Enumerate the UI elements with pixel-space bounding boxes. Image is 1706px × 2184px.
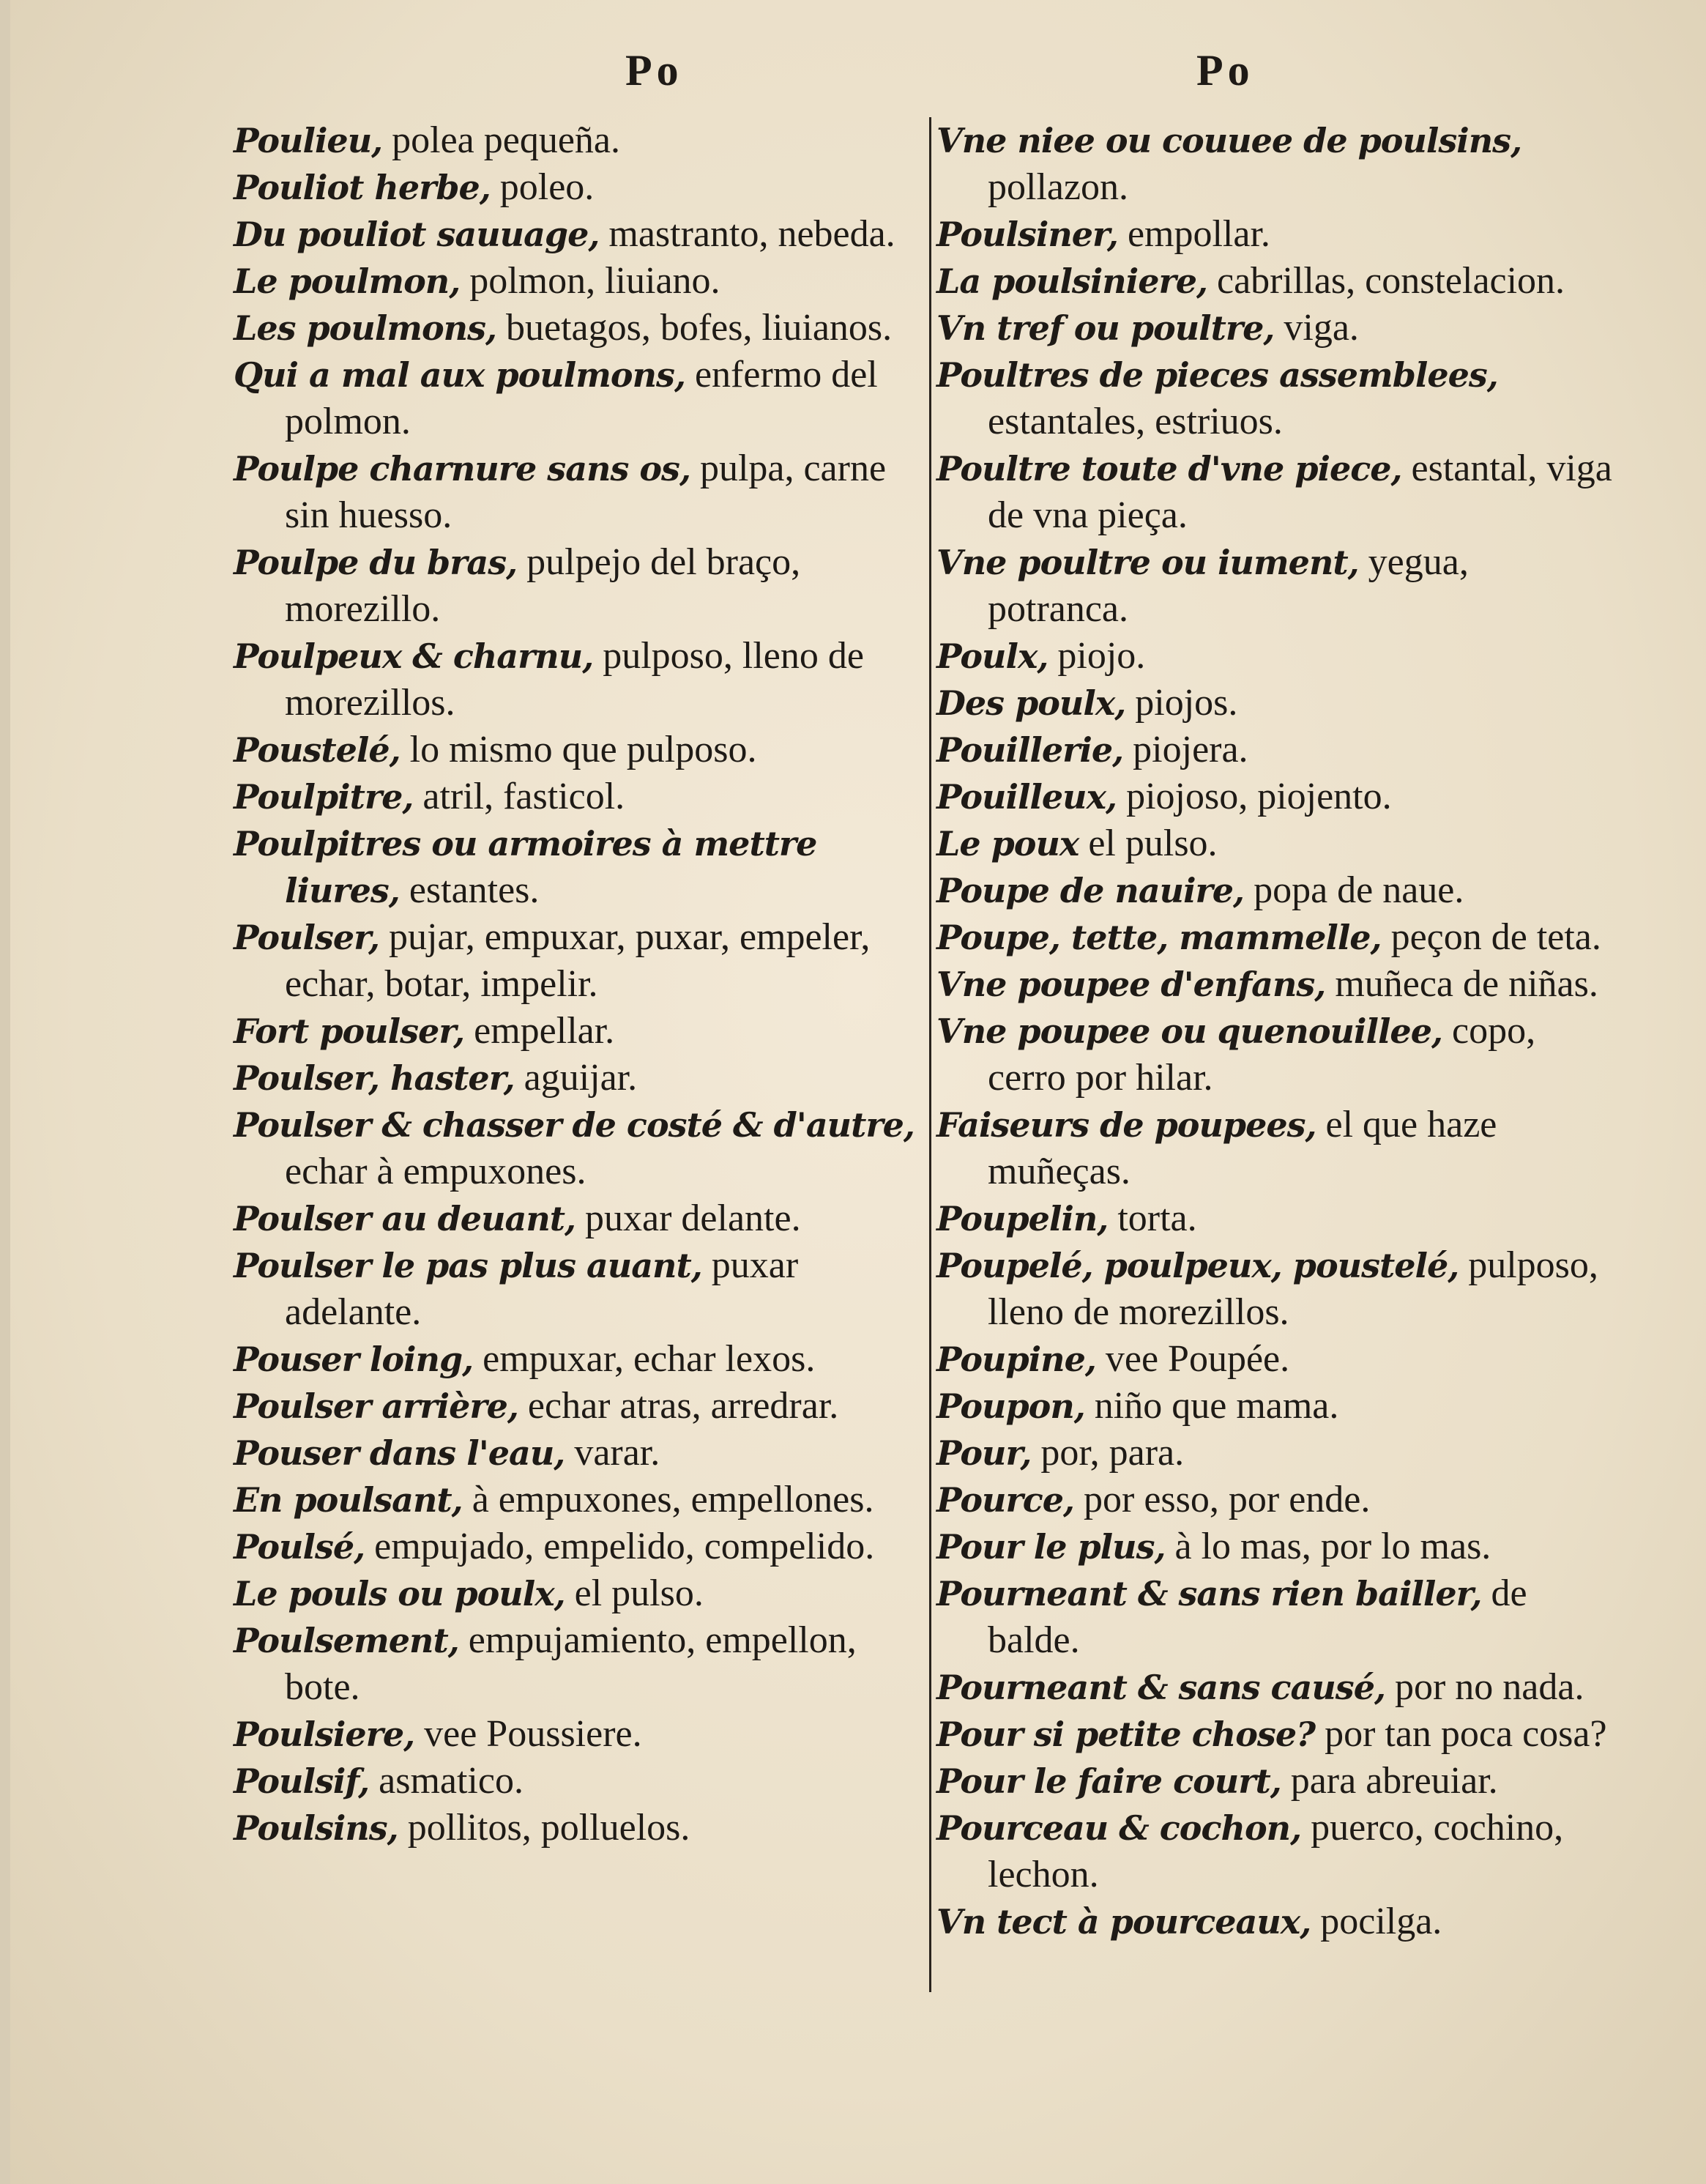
dictionary-entry [936,1336,1617,1383]
french-headword: Le pouls ou poulx, [234,1574,565,1613]
french-headword: Poupe de nauire, [936,871,1245,910]
dictionary-entry [234,305,915,352]
spanish-translation: piojo. [1048,635,1146,677]
french-headword: Poulsiere, [234,1715,415,1754]
french-headword: Pouilleux, [936,777,1117,817]
french-headword: Fort poulser, [234,1011,465,1051]
spanish-translation: vee Poupée. [1095,1338,1290,1380]
spanish-translation: piojera. [1123,729,1248,770]
dictionary-entry [936,773,1617,820]
dictionary-entry [234,1242,915,1336]
french-headword: Pourneant & sans rien bailler, [936,1574,1482,1613]
french-headword: Du pouliot sauuage, [234,215,600,254]
french-headword: Poulsement, [234,1621,459,1660]
french-headword: Poulser, [234,918,380,957]
french-headword: Pouser dans l'eau, [234,1433,565,1473]
french-headword: Poupelin, [936,1199,1109,1238]
french-headword: Poustelé, [234,730,401,770]
spanish-translation: polea pequeña. [382,119,621,161]
french-headword: Vne poupee ou quenouillee, [936,1011,1442,1051]
spanish-translation: de balde. [988,1572,1527,1661]
french-headword: Poupon, [936,1386,1085,1426]
spanish-translation: por, para. [1031,1432,1185,1474]
french-headword: Poupe, tette, mammelle, [936,918,1382,957]
french-headword: Pourceau & cochon, [936,1808,1302,1848]
dictionary-entry [234,164,915,211]
spanish-translation: pujar, empuxar, puxar, empeler, echar, botar, impelir. [285,916,871,1005]
spanish-translation: pulpejo del braço, morezillo. [285,541,801,630]
french-headword: Poulpe du bras, [234,543,518,582]
spanish-translation: pulposo, lleno de morezillos. [285,635,864,724]
dictionary-entry [936,1242,1617,1336]
french-headword: Poulser & chasser de costé & d'autre, [234,1105,915,1145]
dictionary-entry [936,305,1617,352]
french-headword: Poulser au deuant, [234,1199,576,1238]
dictionary-entry [936,820,1617,867]
spanish-translation: muñeca de niñas. [1325,963,1598,1005]
dictionary-entry [234,352,915,445]
french-headword: Poulser arrière, [234,1386,518,1426]
dictionary-entry [936,1008,1617,1102]
french-headword: Poulpitres ou armoires à mettre liures, [234,824,817,910]
dictionary-entry [234,1430,915,1477]
spanish-translation: à lo mas, por lo mas. [1165,1526,1491,1567]
dictionary-entry [234,1008,915,1055]
spanish-translation: empollar. [1117,213,1270,255]
spanish-translation: polmon, liuiano. [460,260,720,302]
spanish-translation: pulposo, lleno de morezillos. [988,1244,1598,1333]
french-headword: La poulsiniere, [936,261,1208,301]
dictionary-entry [936,1195,1617,1242]
french-headword: Pour si petite chose? [936,1715,1316,1754]
french-headword: Pouser loing, [234,1340,474,1379]
french-headword: Poulser le pas plus auant, [234,1246,702,1285]
dictionary-entry [234,211,915,258]
dictionary-entry [234,1336,915,1383]
french-headword: Vne niee ou couuee de poulsins, [936,121,1522,160]
dictionary-entry [936,1805,1617,1898]
dictionary-entry [234,727,915,773]
spanish-translation: cabrillas, constelacion. [1207,260,1565,302]
dictionary-entry [234,633,915,727]
spanish-translation: pollitos, polluelos. [398,1807,690,1849]
dictionary-entry [936,633,1617,680]
spanish-translation: el pulso. [565,1572,704,1614]
right-column [936,117,1617,1945]
french-headword: Poupine, [936,1340,1096,1379]
dictionary-entry [234,1523,915,1570]
french-headword: Poultre toute d'vne piece, [936,449,1402,489]
dictionary-entry [936,727,1617,773]
spanish-translation: echar atras, arredrar. [518,1385,839,1427]
french-headword: Pour le plus, [936,1527,1166,1567]
french-headword: Poultres de pieces assemblees, [936,355,1498,395]
spanish-translation: pulpa, carne sin huesso. [285,447,887,536]
dictionary-entry [936,961,1617,1008]
spanish-translation: peçon de teta. [1381,916,1601,958]
dictionary-entry [936,211,1617,258]
spanish-translation: puerco, cochino, lechon. [988,1807,1564,1895]
spanish-translation: estantales, estriuos. [988,401,1283,442]
spanish-translation: vee Poussiere. [414,1713,642,1755]
spanish-translation: popa de naue. [1244,869,1464,911]
spanish-translation: por tan poca cosa? [1315,1713,1607,1755]
dictionary-entry [234,1805,915,1851]
spanish-translation: piojos. [1125,682,1238,724]
french-headword: Poulsiner, [936,215,1118,254]
french-headword: En poulsant, [234,1480,463,1520]
french-headword: Poulpe charnure sans os, [234,449,690,489]
french-headword: Poulsins, [234,1808,398,1848]
french-headword: Poulieu, [234,121,383,160]
spanish-translation: enfermo del polmon. [285,354,878,442]
french-headword: Les poulmons, [234,308,496,348]
dictionary-entry [936,258,1617,305]
dictionary-entry [234,1055,915,1102]
spanish-translation: pocilga. [1311,1901,1442,1942]
spanish-translation: atril, fasticol. [413,776,625,817]
french-headword: Pour, [936,1433,1032,1473]
dictionary-entry [234,445,915,539]
dictionary-entry [936,1523,1617,1570]
spanish-translation: buetagos, bofes, liuianos. [496,307,893,349]
dictionary-entry [936,539,1617,633]
spanish-translation: mastranto, nebeda. [599,213,895,255]
spanish-translation: por no nada. [1385,1666,1584,1708]
spanish-translation: estantal, viga de vna pieça. [988,447,1612,536]
dictionary-entry [936,680,1617,727]
dictionary-entry [936,1664,1617,1711]
dictionary-entry [936,1383,1617,1430]
dictionary-entry [936,1711,1617,1758]
dictionary-entry [234,1617,915,1711]
spanish-translation: el que haze muñeças. [988,1104,1497,1192]
spanish-translation: empujado, empelido, compelido. [365,1526,875,1567]
spanish-translation: à empuxones, empellones. [462,1479,874,1520]
spanish-translation: estantes. [399,869,540,911]
column-divider [929,117,931,1992]
spanish-translation: puxar adelante. [285,1244,799,1333]
dictionary-entry [936,1570,1617,1664]
dictionary-entry [936,117,1617,211]
spanish-translation: el pulso. [1079,822,1218,864]
dictionary-entry [234,539,915,633]
dictionary-entry [234,1570,915,1617]
dictionary-entry [234,1383,915,1430]
french-headword: Pource, [936,1480,1075,1520]
french-headword: Pouillerie, [936,730,1124,770]
dictionary-entry [936,1477,1617,1523]
spanish-translation: pollazon. [988,166,1129,208]
dictionary-entry [936,1758,1617,1805]
french-headword: Poulpeux & charnu, [234,636,594,676]
dictionary-entry [936,445,1617,539]
dictionary-entry [936,914,1617,961]
dictionary-entry [234,1711,915,1758]
spanish-translation: poleo. [490,166,595,208]
spanish-translation: por esso, por ende. [1074,1479,1371,1520]
french-headword: Vne poultre ou iument, [936,543,1359,582]
right-column-title: Po [1196,46,1254,94]
dictionary-entry [234,1758,915,1805]
french-headword: Le poulmon, [234,261,461,301]
spanish-translation: varar. [565,1432,660,1474]
dictionary-entry [936,1898,1617,1945]
spanish-translation: yegua, potranca. [988,541,1469,630]
spanish-translation: torta. [1108,1197,1197,1239]
dictionary-entry [936,867,1617,914]
french-headword: Poulx, [936,636,1048,676]
french-headword: Qui a mal aux poulmons, [234,355,685,395]
spanish-translation: para abreuiar. [1281,1760,1498,1802]
french-headword: Vne poupee d'enfans, [936,965,1326,1004]
french-headword: Pourneant & sans causé, [936,1668,1385,1707]
spanish-translation: lo mismo que pulposo. [400,729,757,770]
french-headword: Des poulx, [936,683,1126,723]
page-header [10,45,1706,126]
spanish-translation: puxar delante. [576,1197,801,1239]
spanish-translation: echar à empuxones. [285,1151,586,1192]
french-headword: Vn tref ou poultre, [936,308,1275,348]
left-column-title: Po [625,46,683,94]
dictionary-entry [234,1477,915,1523]
spanish-translation: empellar. [464,1010,615,1052]
spanish-translation: empujamiento, empellon, bote. [285,1619,857,1708]
dictionary-entry [234,117,915,164]
dictionary-entry [234,258,915,305]
french-headword: Faiseurs de poupees, [936,1105,1316,1145]
spanish-translation: empuxar, echar lexos. [473,1338,816,1380]
french-headword: Vn tect à pourceaux, [936,1902,1311,1942]
spanish-translation: asmatico. [369,1760,524,1802]
french-headword: Poulsé, [234,1527,365,1567]
dictionary-entry [234,1102,915,1195]
french-headword: Poulsif, [234,1761,370,1801]
dictionary-entry [234,914,915,1008]
spanish-translation: viga. [1274,307,1359,349]
french-headword: Poulpitre, [234,777,414,817]
spanish-translation: piojoso, piojento. [1117,776,1392,817]
dictionary-entry [234,773,915,820]
french-headword: Poulser, haster, [234,1058,515,1098]
dictionary-entry [936,352,1617,445]
dictionary-entry [936,1102,1617,1195]
spanish-translation: copo, cerro por hilar. [988,1010,1536,1099]
french-headword: Le poux [936,824,1079,863]
dictionary-page [10,0,1706,2184]
french-headword: Pour le faire court, [936,1761,1281,1801]
french-headword: Pouliot herbe, [234,168,491,207]
dictionary-entry [234,820,915,914]
french-headword: Poupelé, poulpeux, poustelé, [936,1246,1459,1285]
dictionary-entry [936,1430,1617,1477]
spanish-translation: niño que mama. [1084,1385,1339,1427]
dictionary-entry [234,1195,915,1242]
left-column [234,117,915,1851]
spanish-translation: aguijar. [514,1057,638,1099]
